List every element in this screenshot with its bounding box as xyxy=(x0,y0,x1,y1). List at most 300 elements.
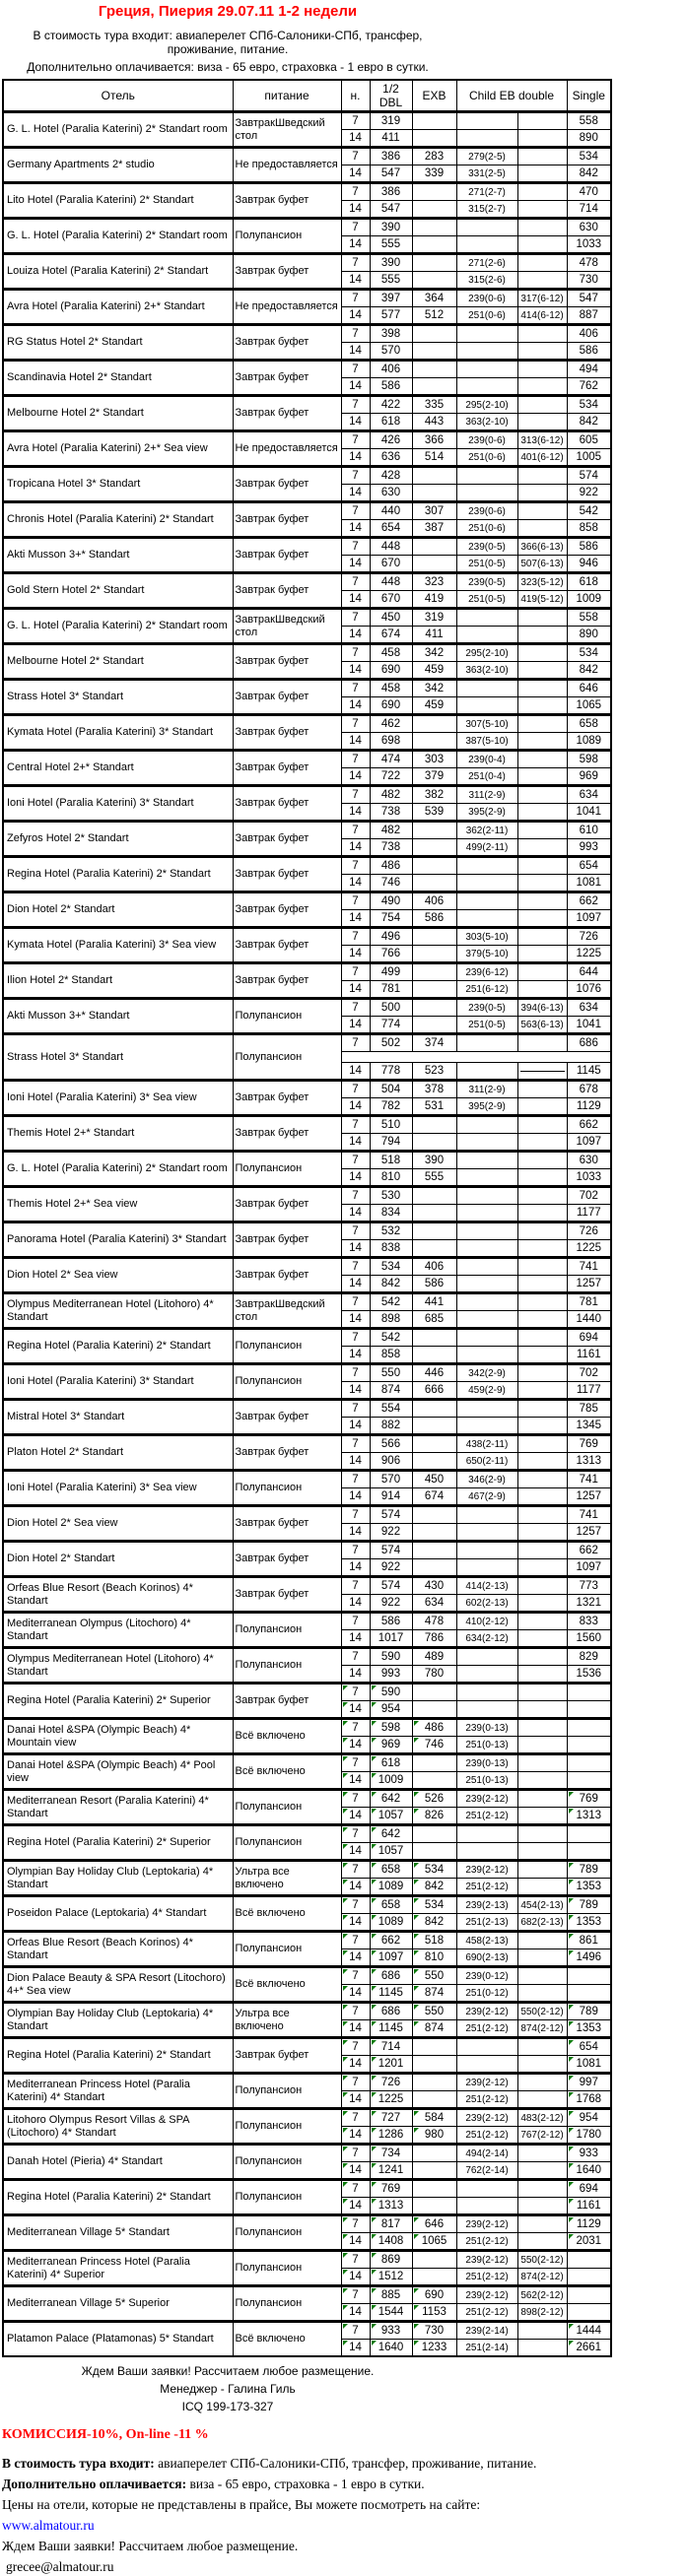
hotel-name-cell: Regina Hotel (Paralia Katerini) 2* Superior xyxy=(3,1684,233,1719)
exb-price-cell: 518 xyxy=(412,1932,456,1949)
page-header xyxy=(0,3,455,74)
meal-plan-cell: Завтрак буфет xyxy=(233,396,341,431)
meal-plan-cell: Всё включено xyxy=(233,1754,341,1790)
child1-price-cell xyxy=(456,1825,517,1843)
single-price-cell: 478 xyxy=(567,254,611,272)
hotel-name-cell: Strass Hotel 3* Standart xyxy=(3,1034,233,1081)
hotel-row xyxy=(3,999,611,1017)
hotel-name-cell: Mediterranean Princess Hotel (Paralia Katerini) 4* Standart xyxy=(3,2074,233,2109)
nights-cell: 14 xyxy=(341,2198,370,2215)
hotel-name-cell: Danah Hotel (Pieria) 4* Standart xyxy=(3,2145,233,2180)
dbl-price-cell: 636 xyxy=(370,449,412,467)
child1-price-cell: 251(0-12) xyxy=(456,1985,517,2003)
dbl-price-cell: 922 xyxy=(370,1559,412,1577)
hotel-row xyxy=(3,786,611,804)
child2-price-cell xyxy=(517,1222,567,1240)
hotel-row xyxy=(3,396,611,414)
commission-line: КОМИССИЯ-10%, On-line -11 % xyxy=(2,2427,209,2442)
single-price-cell: 646 xyxy=(567,680,611,697)
exb-price-cell: 539 xyxy=(412,804,456,822)
meal-plan-cell: Завтрак буфет xyxy=(233,538,341,573)
single-price-cell: 741 xyxy=(567,1506,611,1524)
child1-price-cell xyxy=(456,1542,517,1559)
child2-price-cell xyxy=(517,928,567,946)
exb-price-cell: 690 xyxy=(412,2286,456,2304)
exb-price-cell xyxy=(412,1453,456,1471)
hotel-name-cell: Poseidon Palace (Leptokaria) 4* Standart xyxy=(3,1896,233,1932)
nights-cell: 14 xyxy=(341,1063,370,1081)
exb-price-cell xyxy=(412,2162,456,2180)
hotel-row xyxy=(3,963,611,981)
dbl-price-cell: 1145 xyxy=(370,2020,412,2038)
child2-price-cell xyxy=(517,644,567,662)
child2-price-cell xyxy=(517,697,567,715)
child2-price-cell xyxy=(517,183,567,201)
child1-price-cell: 239(0-5) xyxy=(456,999,517,1017)
dbl-price-cell: 1408 xyxy=(370,2233,412,2251)
hotel-name-cell: Regina Hotel (Paralia Katerini) 2* Standart xyxy=(3,1329,233,1364)
dbl-price-cell: 630 xyxy=(370,485,412,502)
exb-price-cell: 842 xyxy=(412,1879,456,1896)
child2-price-cell xyxy=(517,130,567,148)
child2-price-cell xyxy=(517,946,567,963)
child1-price-cell: 251(2-13) xyxy=(456,1914,517,1932)
hotel-name-cell: Litohoro Olympus Resort Villas & SPA (Litochoro) 4* Standart xyxy=(3,2109,233,2145)
dbl-price-cell: 502 xyxy=(370,1034,412,1052)
child1-price-cell xyxy=(456,892,517,910)
meal-plan-cell: ЗавтракШведский стол xyxy=(233,1293,341,1329)
header-meal: питание xyxy=(233,80,341,112)
exb-price-cell: 382 xyxy=(412,786,456,804)
nights-cell: 14 xyxy=(341,201,370,219)
nights-cell: 7 xyxy=(341,573,370,591)
child2-price-cell xyxy=(517,2180,567,2198)
child1-price-cell: 251(2-12) xyxy=(456,1808,517,1825)
child2-price-cell: 414(6-12) xyxy=(517,307,567,325)
single-price-cell: 769 xyxy=(567,1435,611,1453)
child2-price-cell xyxy=(517,1684,567,1701)
exb-price-cell xyxy=(412,112,456,130)
nights-cell: 7 xyxy=(341,1719,370,1737)
exb-price-cell xyxy=(412,2269,456,2286)
child1-price-cell xyxy=(456,130,517,148)
meal-plan-cell: Завтрак буфет xyxy=(233,1222,341,1258)
single-price-cell: 730 xyxy=(567,272,611,290)
dbl-price-cell: 1544 xyxy=(370,2304,412,2322)
meal-plan-cell: Завтрак буфет xyxy=(233,1435,341,1471)
hotel-name-cell: Olympian Bay Holiday Club (Leptokaria) 4* Standart xyxy=(3,1861,233,1896)
child2-price-cell: 366(6-13) xyxy=(517,538,567,556)
single-price-cell: 1444 xyxy=(567,2322,611,2340)
nights-cell: 14 xyxy=(341,2304,370,2322)
child2-price-cell xyxy=(517,1985,567,2003)
exb-price-cell: 459 xyxy=(412,662,456,680)
hotel-name-cell: Regina Hotel (Paralia Katerini) 2* Standart xyxy=(3,2180,233,2215)
exb-price-cell xyxy=(412,2180,456,2198)
dbl-price-cell: 618 xyxy=(370,414,412,431)
dbl-price-cell: 969 xyxy=(370,1737,412,1754)
nights-cell: 14 xyxy=(341,520,370,538)
nights-cell: 14 xyxy=(341,591,370,609)
footer-requests-line-2: Ждем Ваши заявки! Рассчитаем любое размещение. xyxy=(2,2539,299,2553)
nights-cell: 7 xyxy=(341,325,370,343)
single-price-cell: 890 xyxy=(567,130,611,148)
exb-price-cell: 666 xyxy=(412,1382,456,1400)
nights-cell: 7 xyxy=(341,1754,370,1772)
child2-price-cell xyxy=(517,1524,567,1542)
child2-price-cell: 898(2-12) xyxy=(517,2304,567,2322)
dbl-price-cell: 574 xyxy=(370,1542,412,1559)
child1-price-cell: 251(0-5) xyxy=(456,1017,517,1034)
dbl-price-cell: 698 xyxy=(370,733,412,751)
nights-cell: 14 xyxy=(341,1914,370,1932)
child2-price-cell xyxy=(517,1542,567,1559)
exb-price-cell: 1153 xyxy=(412,2304,456,2322)
child2-price-cell xyxy=(517,236,567,254)
dbl-price-cell: 1097 xyxy=(370,1949,412,1967)
child2-price-cell: 550(2-12) xyxy=(517,2251,567,2269)
dbl-price-cell: 1057 xyxy=(370,1843,412,1861)
hotel-name-cell: G. L. Hotel (Paralia Katerini) 2* Standart room xyxy=(3,609,233,644)
hotel-row xyxy=(3,361,611,378)
single-price-cell: 1780 xyxy=(567,2127,611,2145)
exb-price-cell xyxy=(412,1684,456,1701)
hotel-row xyxy=(3,2109,611,2127)
dbl-price-cell: 914 xyxy=(370,1488,412,1506)
child1-price-cell: 467(2-9) xyxy=(456,1488,517,1506)
header-dbl: 1/2 DBL xyxy=(370,80,412,112)
single-price-cell: 1033 xyxy=(567,236,611,254)
child1-price-cell: 762(2-14) xyxy=(456,2162,517,2180)
hotel-row xyxy=(3,573,611,591)
dbl-price-cell: 496 xyxy=(370,928,412,946)
meal-plan-cell: Завтрак буфет xyxy=(233,361,341,396)
child2-price-cell xyxy=(517,1034,567,1052)
footer-manager-line: Менеджер - Галина Гиль xyxy=(160,2382,296,2396)
meal-plan-cell: Завтрак буфет xyxy=(233,786,341,822)
child2-price-cell xyxy=(517,254,567,272)
child2-price-cell xyxy=(517,892,567,910)
child2-price-cell xyxy=(517,1559,567,1577)
meal-plan-cell: Завтрак буфет xyxy=(233,502,341,538)
single-price-cell: 789 xyxy=(567,2003,611,2020)
nights-cell: 7 xyxy=(341,2074,370,2091)
child1-price-cell: 315(2-7) xyxy=(456,201,517,219)
nights-cell: 7 xyxy=(341,467,370,485)
single-price-cell xyxy=(567,1719,611,1737)
hotel-name-cell: Louiza Hotel (Paralia Katerini) 2* Standart xyxy=(3,254,233,290)
child1-price-cell xyxy=(456,1524,517,1542)
exb-price-cell: 550 xyxy=(412,1967,456,1985)
dbl-price-cell: 922 xyxy=(370,1524,412,1542)
child2-price-cell xyxy=(517,1311,567,1329)
meal-plan-cell: Завтрак буфет xyxy=(233,892,341,928)
hotel-row xyxy=(3,148,611,165)
meal-plan-cell: Завтрак буфет xyxy=(233,467,341,502)
single-price-cell xyxy=(567,2251,611,2269)
meal-plan-cell: Всё включено xyxy=(233,1896,341,1932)
child2-price-cell xyxy=(517,1949,567,1967)
hotel-row xyxy=(3,325,611,343)
meal-plan-cell: Завтрак буфет xyxy=(233,644,341,680)
exb-price-cell: 411 xyxy=(412,627,456,644)
exb-price-cell xyxy=(412,1116,456,1134)
child1-price-cell xyxy=(456,1169,517,1187)
exb-price-cell: 419 xyxy=(412,591,456,609)
exb-price-cell xyxy=(412,2074,456,2091)
nights-cell: 14 xyxy=(341,946,370,963)
meal-plan-cell: Полупансион xyxy=(233,1932,341,1967)
child2-price-cell: 454(2-13) xyxy=(517,1896,567,1914)
exb-price-cell: 486 xyxy=(412,1719,456,1737)
child2-price-cell xyxy=(517,1861,567,1879)
nights-cell: 7 xyxy=(341,1293,370,1311)
site-link[interactable]: www.almatour.ru xyxy=(2,2518,95,2533)
nights-cell: 14 xyxy=(341,1098,370,1116)
child1-price-cell xyxy=(456,1293,517,1311)
child1-price-cell xyxy=(456,1258,517,1276)
child1-price-cell: 395(2-9) xyxy=(456,804,517,822)
exb-price-cell: 339 xyxy=(412,165,456,183)
child1-price-cell: 271(2-6) xyxy=(456,254,517,272)
single-price-cell: 678 xyxy=(567,1081,611,1098)
dbl-price-cell: 774 xyxy=(370,1017,412,1034)
child1-price-cell xyxy=(456,857,517,875)
child1-price-cell xyxy=(456,1311,517,1329)
single-price-cell: 1177 xyxy=(567,1382,611,1400)
child1-price-cell xyxy=(456,1116,517,1134)
child1-price-cell: 251(2-14) xyxy=(456,2340,517,2357)
meal-plan-cell: Не предоставляется xyxy=(233,290,341,325)
nights-cell: 7 xyxy=(341,1152,370,1169)
dbl-price-cell: 555 xyxy=(370,272,412,290)
exb-price-cell xyxy=(412,928,456,946)
child2-price-cell xyxy=(517,839,567,857)
child1-price-cell xyxy=(456,1034,517,1052)
dbl-price-cell: 738 xyxy=(370,804,412,822)
single-price-cell: 1097 xyxy=(567,1559,611,1577)
child1-price-cell: 251(2-12) xyxy=(456,2127,517,2145)
dbl-price-cell: 690 xyxy=(370,697,412,715)
single-price-cell: 658 xyxy=(567,715,611,733)
child2-price-cell xyxy=(517,1276,567,1293)
dbl-price-cell: 577 xyxy=(370,307,412,325)
meal-plan-cell: Завтрак буфет xyxy=(233,857,341,892)
table-artifact-line xyxy=(520,1071,565,1072)
dbl-price-cell: 406 xyxy=(370,361,412,378)
child1-price-cell xyxy=(456,697,517,715)
hotel-row xyxy=(3,1152,611,1169)
child1-price-cell xyxy=(456,2198,517,2215)
meal-plan-cell: Полупансион xyxy=(233,219,341,254)
nights-cell: 14 xyxy=(341,1488,370,1506)
exb-price-cell xyxy=(412,1418,456,1435)
hotel-row xyxy=(3,1719,611,1737)
single-price-cell: 1041 xyxy=(567,1017,611,1034)
single-price-cell: 1089 xyxy=(567,733,611,751)
child2-price-cell xyxy=(517,1418,567,1435)
child2-price-cell: 682(2-13) xyxy=(517,1914,567,1932)
price-table-header xyxy=(3,80,611,112)
nights-cell: 14 xyxy=(341,1169,370,1187)
child2-price-cell xyxy=(517,963,567,981)
child1-price-cell: 251(0-13) xyxy=(456,1737,517,1754)
hotel-name-cell: Dion Hotel 2* Sea view xyxy=(3,1506,233,1542)
single-price-cell: 1129 xyxy=(567,2215,611,2233)
meal-plan-cell: Завтрак буфет xyxy=(233,183,341,219)
exb-price-cell xyxy=(412,2038,456,2056)
dbl-price-cell: 754 xyxy=(370,910,412,928)
hotel-row xyxy=(3,1506,611,1524)
nights-cell: 7 xyxy=(341,361,370,378)
dbl-price-cell: 782 xyxy=(370,1098,412,1116)
meal-plan-cell: Завтрак буфет xyxy=(233,1116,341,1152)
dbl-price-cell: 658 xyxy=(370,1861,412,1879)
hotel-name-cell: Mediterranean Princess Hotel (Paralia Katerini) 4* Superior xyxy=(3,2251,233,2286)
nights-cell: 7 xyxy=(341,1116,370,1134)
dbl-price-cell: 499 xyxy=(370,963,412,981)
single-price-cell: 1145 xyxy=(567,1063,611,1081)
child2-price-cell xyxy=(517,1471,567,1488)
child1-price-cell: 251(2-12) xyxy=(456,2269,517,2286)
dbl-price-cell: 954 xyxy=(370,1701,412,1719)
hotel-row xyxy=(3,1896,611,1914)
child1-price-cell: 251(0-6) xyxy=(456,307,517,325)
exb-price-cell: 980 xyxy=(412,2127,456,2145)
hotel-name-cell: Danai Hotel &SPA (Olympic Beach) 4* Pool view xyxy=(3,1754,233,1790)
dbl-price-cell: 482 xyxy=(370,786,412,804)
exb-price-cell: 478 xyxy=(412,1613,456,1630)
hotel-name-cell: Akti Musson 3+* Standart xyxy=(3,538,233,573)
child1-price-cell xyxy=(456,1843,517,1861)
child2-price-cell xyxy=(517,2233,567,2251)
child1-price-cell: 459(2-9) xyxy=(456,1382,517,1400)
meal-plan-cell: Всё включено xyxy=(233,2322,341,2357)
single-price-cell: 1081 xyxy=(567,875,611,892)
child1-price-cell: 387(5-10) xyxy=(456,733,517,751)
child1-price-cell: 311(2-9) xyxy=(456,786,517,804)
child1-price-cell: 251(0-6) xyxy=(456,449,517,467)
dbl-price-cell: 842 xyxy=(370,1276,412,1293)
nights-cell: 14 xyxy=(341,130,370,148)
dbl-price-cell: 642 xyxy=(370,1790,412,1808)
child2-price-cell xyxy=(517,1879,567,1896)
child1-price-cell xyxy=(456,1684,517,1701)
hotel-row xyxy=(3,431,611,449)
child1-price-cell: 239(0-12) xyxy=(456,1967,517,1985)
single-price-cell: 1496 xyxy=(567,1949,611,1967)
dbl-price-cell: 386 xyxy=(370,183,412,201)
single-price-cell xyxy=(567,2269,611,2286)
nights-cell: 14 xyxy=(341,272,370,290)
single-price-cell: 1129 xyxy=(567,1098,611,1116)
child1-price-cell: 251(2-12) xyxy=(456,2304,517,2322)
child1-price-cell: 362(2-11) xyxy=(456,822,517,839)
nights-cell: 14 xyxy=(341,1701,370,1719)
single-price-cell: 842 xyxy=(567,662,611,680)
nights-cell: 7 xyxy=(341,963,370,981)
exb-price-cell xyxy=(412,981,456,999)
nights-cell: 7 xyxy=(341,1400,370,1418)
exb-price-cell: 584 xyxy=(412,2109,456,2127)
child2-price-cell: 767(2-12) xyxy=(517,2127,567,2145)
child1-price-cell: 239(2-14) xyxy=(456,2322,517,2340)
child2-price-cell xyxy=(517,1152,567,1169)
child1-price-cell: 458(2-13) xyxy=(456,1932,517,1949)
exb-price-cell xyxy=(412,236,456,254)
hotel-name-cell: Panorama Hotel (Paralia Katerini) 3* Standart xyxy=(3,1222,233,1258)
nights-cell: 7 xyxy=(341,999,370,1017)
nights-cell: 14 xyxy=(341,307,370,325)
meal-plan-cell: Завтрак буфет xyxy=(233,573,341,609)
exb-price-cell xyxy=(412,272,456,290)
child2-price-cell xyxy=(517,1382,567,1400)
hotel-name-cell: Dion Hotel 2* Standart xyxy=(3,892,233,928)
single-price-cell: 773 xyxy=(567,1577,611,1595)
meal-plan-cell: Завтрак буфет xyxy=(233,715,341,751)
dbl-price-cell: 566 xyxy=(370,1435,412,1453)
nights-cell: 7 xyxy=(341,1932,370,1949)
nights-cell: 14 xyxy=(341,378,370,396)
meal-plan-cell: Завтрак буфет xyxy=(233,928,341,963)
hotel-name-cell: Avra Hotel (Paralia Katerini) 2+* Standart xyxy=(3,290,233,325)
hotel-name-cell: Mistral Hotel 3* Standart xyxy=(3,1400,233,1435)
exb-price-cell xyxy=(412,1435,456,1453)
exb-price-cell xyxy=(412,2056,456,2074)
nights-cell: 7 xyxy=(341,1542,370,1559)
dbl-price-cell: 674 xyxy=(370,627,412,644)
single-price-cell: 789 xyxy=(567,1861,611,1879)
exb-price-cell xyxy=(412,1772,456,1790)
child2-price-cell: 874(2-12) xyxy=(517,2020,567,2038)
nights-cell: 7 xyxy=(341,1222,370,1240)
hotel-row xyxy=(3,644,611,662)
single-price-cell xyxy=(567,1754,611,1772)
single-price-cell xyxy=(567,1737,611,1754)
exb-price-cell xyxy=(412,1506,456,1524)
meal-plan-cell: ЗавтракШведский стол xyxy=(233,609,341,644)
dbl-price-cell: 482 xyxy=(370,822,412,839)
meal-plan-cell: Полупансион xyxy=(233,1790,341,1825)
nights-cell: 7 xyxy=(341,892,370,910)
single-price-cell xyxy=(567,2304,611,2322)
single-price-cell: 534 xyxy=(567,148,611,165)
footer-icq-line: ICQ 199-173-327 xyxy=(181,2400,274,2413)
dbl-price-cell: 319 xyxy=(370,112,412,130)
child2-price-cell xyxy=(517,1577,567,1595)
hotel-name-cell: Olympus Mediterranean Hotel (Litohoro) 4* Standart xyxy=(3,1293,233,1329)
meal-plan-cell: Полупансион xyxy=(233,2286,341,2322)
single-price-cell: 702 xyxy=(567,1364,611,1382)
hotel-name-cell: Mediterranean Village 5* Superior xyxy=(3,2286,233,2322)
child2-price-cell xyxy=(517,1613,567,1630)
hotel-name-cell: Strass Hotel 3* Standart xyxy=(3,680,233,715)
hotel-row xyxy=(3,857,611,875)
header-child: Child EB double xyxy=(456,80,567,112)
dbl-price-cell: 869 xyxy=(370,2251,412,2269)
nights-cell: 14 xyxy=(341,485,370,502)
nights-cell: 7 xyxy=(341,857,370,875)
hotel-row xyxy=(3,1613,611,1630)
child2-price-cell xyxy=(517,1453,567,1471)
hotel-row xyxy=(3,1258,611,1276)
single-price-cell: 1257 xyxy=(567,1488,611,1506)
child1-price-cell: 251(0-5) xyxy=(456,591,517,609)
child2-price-cell xyxy=(517,875,567,892)
dbl-price-cell: 690 xyxy=(370,662,412,680)
dbl-price-cell: 458 xyxy=(370,680,412,697)
hotel-name-cell: G. L. Hotel (Paralia Katerini) 2* Standart room xyxy=(3,219,233,254)
